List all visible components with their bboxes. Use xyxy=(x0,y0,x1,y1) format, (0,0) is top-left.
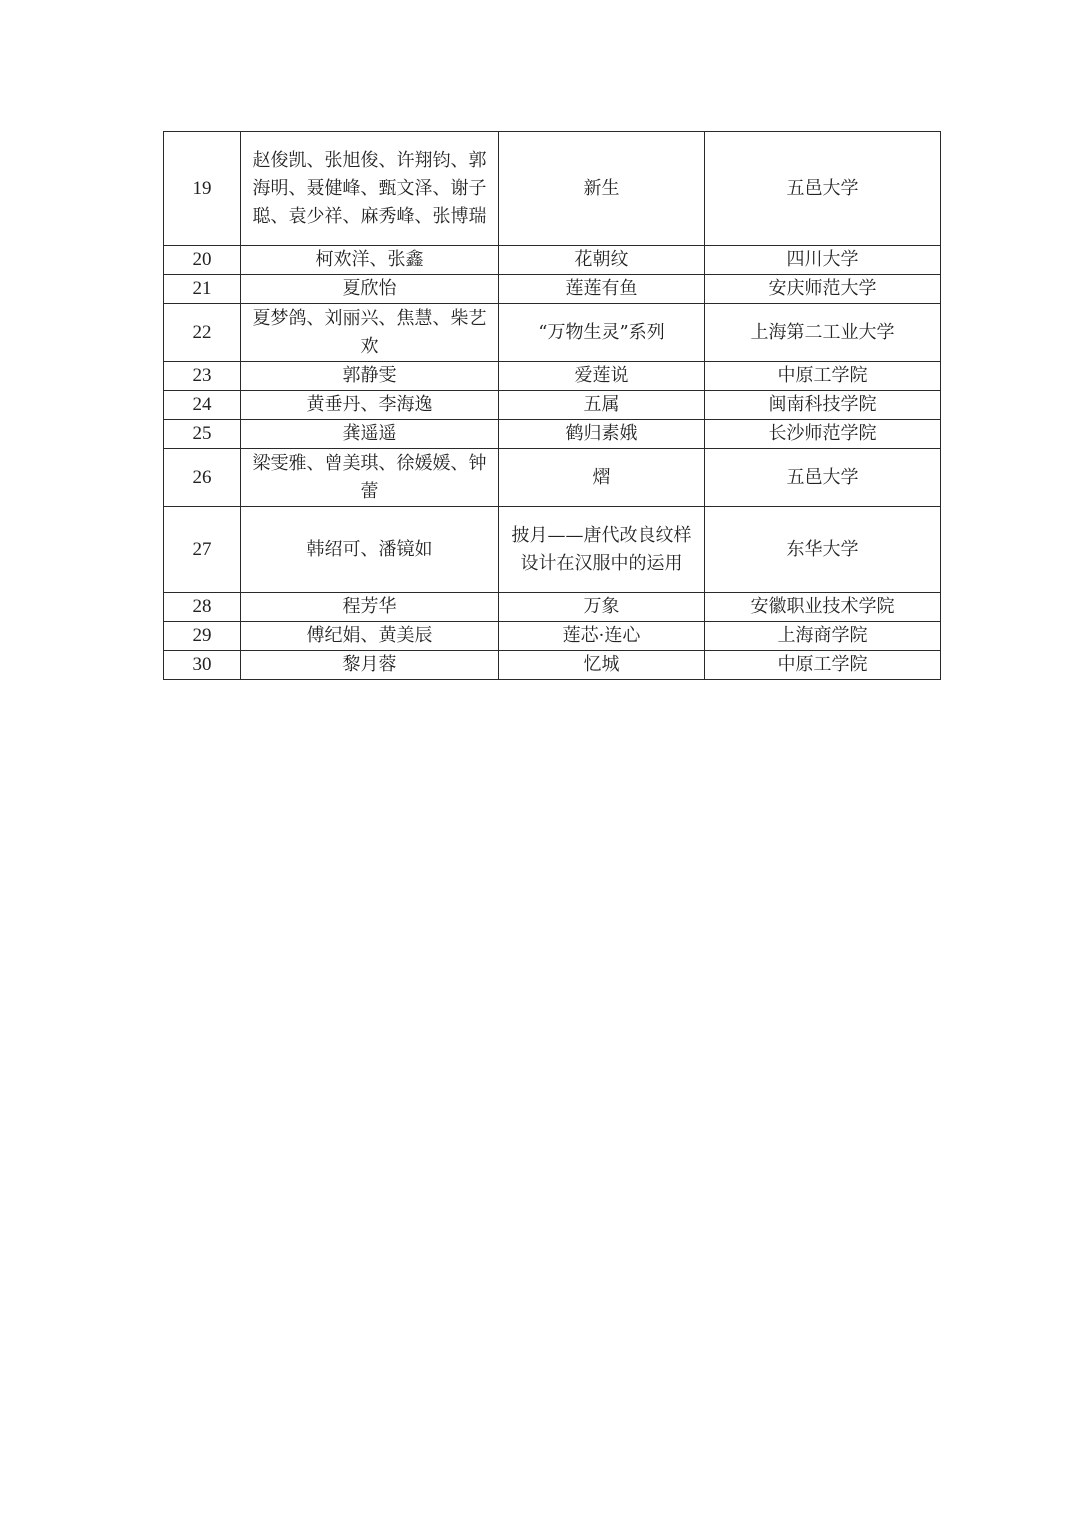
row-number: 29 xyxy=(164,622,241,651)
authors-cell: 韩绍可、潘镜如 xyxy=(241,507,499,593)
school-cell: 五邑大学 xyxy=(705,132,941,246)
school-cell: 四川大学 xyxy=(705,246,941,275)
row-number: 27 xyxy=(164,507,241,593)
school-cell: 五邑大学 xyxy=(705,449,941,507)
school-cell: 上海商学院 xyxy=(705,622,941,651)
authors-cell: 傅纪娟、黄美辰 xyxy=(241,622,499,651)
table-row xyxy=(164,246,941,275)
work-title-cell: 忆城 xyxy=(499,651,705,680)
work-title-cell: 爱莲说 xyxy=(499,362,705,391)
work-title-cell: 披月——唐代改良纹样设计在汉服中的运用 xyxy=(499,507,705,593)
work-title-cell: 万象 xyxy=(499,593,705,622)
table-row xyxy=(164,132,941,246)
table-row xyxy=(164,391,941,420)
authors-cell: 柯欢洋、张鑫 xyxy=(241,246,499,275)
row-number: 19 xyxy=(164,132,241,246)
table-row xyxy=(164,622,941,651)
authors-cell: 郭静雯 xyxy=(241,362,499,391)
work-title-cell: 熠 xyxy=(499,449,705,507)
work-title-cell: 花朝纹 xyxy=(499,246,705,275)
row-number: 25 xyxy=(164,420,241,449)
work-title-cell: 新生 xyxy=(499,132,705,246)
school-cell: 安庆师范大学 xyxy=(705,275,941,304)
authors-cell: 夏梦鸽、刘丽兴、焦慧、柴艺欢 xyxy=(241,304,499,362)
awards-table xyxy=(163,131,941,680)
school-cell: 闽南科技学院 xyxy=(705,391,941,420)
row-number: 23 xyxy=(164,362,241,391)
school-cell: 中原工学院 xyxy=(705,651,941,680)
work-title-cell: 莲芯·连心 xyxy=(499,622,705,651)
row-number: 28 xyxy=(164,593,241,622)
row-number: 20 xyxy=(164,246,241,275)
school-cell: 东华大学 xyxy=(705,507,941,593)
school-cell: 长沙师范学院 xyxy=(705,420,941,449)
row-number: 30 xyxy=(164,651,241,680)
row-number: 21 xyxy=(164,275,241,304)
authors-cell: 龚遥遥 xyxy=(241,420,499,449)
row-number: 24 xyxy=(164,391,241,420)
school-cell: 安徽职业技术学院 xyxy=(705,593,941,622)
work-title-cell: 鹤归素娥 xyxy=(499,420,705,449)
authors-cell: 夏欣怡 xyxy=(241,275,499,304)
table-row xyxy=(164,449,941,507)
table-row xyxy=(164,420,941,449)
authors-cell: 黄垂丹、李海逸 xyxy=(241,391,499,420)
table-row xyxy=(164,304,941,362)
authors-cell: 梁雯雅、曾美琪、徐媛媛、钟蕾 xyxy=(241,449,499,507)
table-row xyxy=(164,275,941,304)
table-row xyxy=(164,507,941,593)
authors-cell: 程芳华 xyxy=(241,593,499,622)
table-row xyxy=(164,651,941,680)
work-title-cell: “万物生灵”系列 xyxy=(499,304,705,362)
row-number: 22 xyxy=(164,304,241,362)
school-cell: 中原工学院 xyxy=(705,362,941,391)
table-row xyxy=(164,593,941,622)
table-row xyxy=(164,362,941,391)
school-cell: 上海第二工业大学 xyxy=(705,304,941,362)
row-number: 26 xyxy=(164,449,241,507)
work-title-cell: 莲莲有鱼 xyxy=(499,275,705,304)
work-title-cell: 五属 xyxy=(499,391,705,420)
authors-cell: 黎月蓉 xyxy=(241,651,499,680)
authors-cell: 赵俊凯、张旭俊、许翔钧、郭海明、聂健峰、甄文泽、谢子聪、袁少祥、麻秀峰、张博瑞 xyxy=(241,132,499,246)
